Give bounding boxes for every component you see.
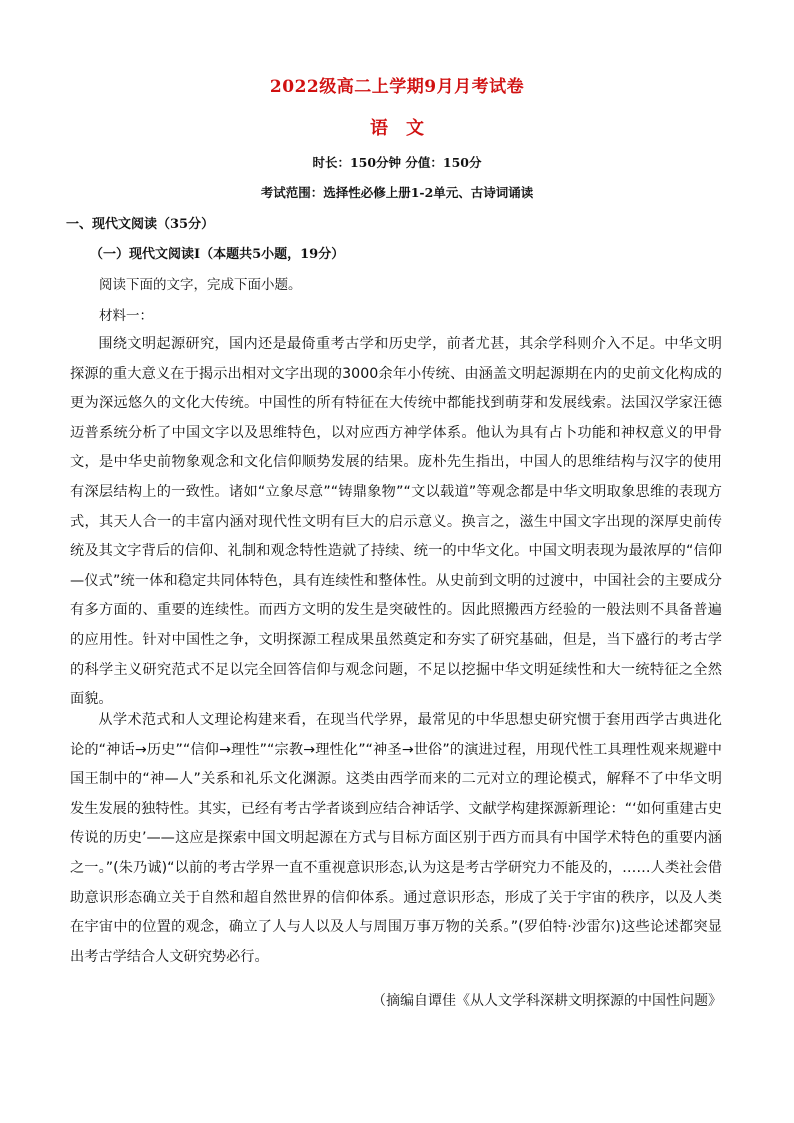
exam-scope-line: 考试范围：选择性必修上册1-2单元、古诗词诵读: [260, 185, 534, 200]
section-heading: 一、现代文阅读（35分）: [66, 217, 215, 232]
subsection-heading: （一）现代文阅读Ⅰ（本题共5小题，19分）: [90, 247, 345, 262]
time-score-line: 时长：150分钟 分值：150分: [312, 155, 482, 170]
passage-paragraph-1: 围绕文明起源研究，国内还是最倚重考古学和历史学，前者尤甚，其余学科则介入不足。中华文明探源的重大意义在于揭示出相对文字出现的3000余年小传统、由涵盖文明起源期在内的史前文化构成的更为深远悠久的文化大传统。中国性的所有特征在大传统中都能找到萌芽和发展线索。法国汉学家汪德迈普系统分析了中国文字以及思维特色，以对应西方神学体系。他认为具有占卜功能和神权意义的甲骨文，是中华史前物象观念和文化信仰顺势发展的结果。庞朴先生指出，中国人的思维结构与汉字的使用有深层结构上的一致性。诸如“立象尽意”“铸鼎象物”“文以载道”等观念都是中华文明取象思维的表现方式，其天人合一的丰富内涵对现代性文明有巨大的启示意义。换言之，滋生中国文字出现的深厚史前传统及其文字背后的信仰、礼制和观念特性造就了持续、统一的中华文化。中国文明表现为最浓厚的“信仰—仪式”统一体和稳定共同体特色，具有连续性和整体性。从史前到文明的过渡中，中国社会的主要成分有多方面的、重要的连续性。而西方文明的发生是突破性的。因此照搬西方经验的一般法则不具备普遍的应用性。针对中国性之争，文明探源工程成果虽然奠定和夯实了研究基础，但是，当下盛行的考古学的科学主义研究范式不足以完全回答信仰与观念问题，不足以挖掘中华文明延续性和大一统特征之全然面貌。: [70, 336, 722, 708]
material-label: 材料一：: [99, 308, 153, 324]
reading-instruction: 阅读下面的文字，完成下面小题。: [99, 277, 302, 293]
passage-source: （摘编自谭佳《从人文学科深耕文明探源的中国性问题》: [372, 993, 722, 1009]
exam-title: 2022级高二上学期9月月考试卷: [269, 77, 525, 97]
passage-paragraph-2: 从学术范式和人文理论构建来看，在现当代学界，最常见的中华思想史研究惯于套用西学古典进化论的“神话→历史”“信仰→理性”“宗教→理性化”“神圣→世俗”的演进过程，用现代性工具理性观来规避中国王制中的“神—人”关系和礼乐文化渊源。这类由西学而来的二元对立的理论模式，解释不了中华文明发生发展的独特性。其实，已经有考古学者谈到应结合神话学、文献学构建探源新理论：“‘如何重建古史传说的历史’——这应是探索中国文明起源在方式与目标方面区别于西方而具有中国学术特色的重要内涵之一。”(朱乃诚)“以前的考古学界一直不重视意识形态,认为这是考古学研究力不能及的，……人类社会借助意识形态确立关于自然和超自然世界的信仰体系。通过意识形态，形成了关于宇宙的秩序，以及人类在宇宙中的位置的观念，确立了人与人以及人与周围万事万物的关系。”(罗伯特·沙雷尔)这些论述都突显出考古学结合人文研究势必行。: [70, 712, 722, 965]
subject-title: 语文: [370, 118, 442, 139]
